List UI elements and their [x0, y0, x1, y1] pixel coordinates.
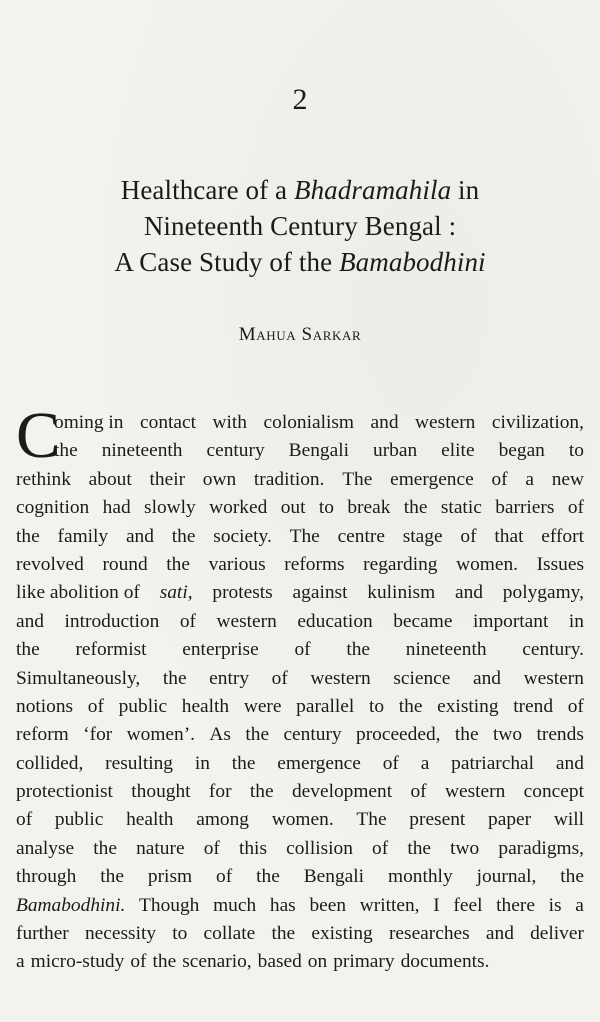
word: of — [567, 695, 584, 717]
word: documents. — [400, 951, 490, 973]
word: barriers — [495, 497, 555, 519]
word: feel — [453, 894, 483, 916]
word: The — [289, 525, 320, 547]
word: to — [368, 695, 385, 717]
word: of — [294, 639, 311, 661]
word: for — [208, 781, 232, 803]
word: ‘for — [83, 724, 113, 746]
word: there — [496, 894, 535, 916]
word: cognition — [16, 497, 90, 519]
word: existing — [437, 695, 499, 717]
word: in — [194, 752, 210, 774]
word: of — [216, 866, 233, 888]
text-line — [16, 409, 584, 437]
word: Bengali — [288, 440, 349, 462]
word: monthly — [388, 866, 453, 888]
word: reformist — [75, 639, 147, 661]
word: The — [342, 468, 373, 490]
word: enterprise — [182, 639, 259, 661]
word: important — [472, 610, 549, 632]
body-paragraph — [16, 409, 584, 977]
word: urban — [373, 440, 418, 462]
word: and — [125, 525, 154, 547]
word: the — [454, 724, 479, 746]
text-line — [16, 494, 584, 522]
word: the — [407, 837, 432, 859]
word: protectionist — [16, 781, 113, 803]
title-line-1 — [20, 172, 580, 208]
word: paper — [488, 809, 532, 831]
word: revolved — [16, 553, 84, 575]
word: a — [525, 468, 534, 490]
word: static — [440, 497, 482, 519]
text-line — [16, 778, 584, 806]
word: further — [16, 923, 69, 945]
word: out — [280, 497, 306, 519]
word: trend — [513, 695, 554, 717]
word: the — [231, 752, 256, 774]
text-line — [16, 665, 584, 693]
word: collision — [286, 837, 353, 859]
word: and — [16, 610, 44, 632]
word: the — [171, 525, 196, 547]
word: of — [410, 781, 427, 803]
word: existing — [311, 923, 373, 945]
word: prism — [147, 866, 193, 888]
text-line — [16, 579, 584, 607]
word: deliver — [530, 923, 584, 945]
text-line — [16, 948, 584, 976]
word: kulinism — [367, 582, 436, 604]
word: concept — [523, 781, 584, 803]
chapter-title — [20, 172, 580, 280]
title-line-3 — [20, 244, 580, 280]
title-line-2: Nineteenth Century Bengal : — [143, 211, 457, 241]
word: much — [213, 894, 257, 916]
text-line — [16, 920, 584, 948]
word: parallel — [296, 695, 355, 717]
word: oming in — [54, 412, 124, 433]
word: and — [472, 667, 501, 689]
word: reform — [16, 724, 69, 746]
word: became — [393, 610, 453, 632]
word: effort — [541, 525, 584, 547]
title-text: Healthcare of a — [120, 175, 288, 205]
word: science — [393, 667, 451, 689]
word: public — [118, 695, 168, 717]
word: emergence — [390, 468, 474, 490]
word: the — [403, 497, 428, 519]
word: rethink — [16, 468, 71, 490]
word: break — [347, 497, 391, 519]
word: Bamabodhini. — [16, 894, 126, 916]
title-italic-term: Bamabodhini — [339, 247, 486, 277]
word: necessity — [84, 923, 157, 945]
word: of — [382, 752, 399, 774]
word: polygamy, — [502, 582, 584, 604]
word: western — [310, 667, 371, 689]
word: sati, — [159, 582, 193, 604]
word: introduction — [64, 610, 160, 632]
word: primary — [333, 951, 395, 973]
word: the — [398, 695, 423, 717]
title-text: A Case Study of the — [114, 247, 333, 277]
text-line — [16, 523, 584, 551]
word: reforms — [284, 553, 345, 575]
word: two — [450, 837, 480, 859]
word: new — [551, 468, 584, 490]
title-italic-term: Bhadramahila — [293, 175, 452, 205]
word: the — [16, 639, 40, 661]
word: the — [245, 724, 270, 746]
word: based — [257, 951, 302, 973]
word: researches — [388, 923, 470, 945]
word: elite — [441, 440, 475, 462]
word: women. — [271, 809, 334, 831]
word: two — [493, 724, 523, 746]
word: present — [409, 809, 466, 831]
word: western — [415, 412, 476, 433]
word: of — [271, 667, 288, 689]
word: written, — [359, 894, 420, 916]
word: the — [152, 951, 177, 973]
word: about — [88, 468, 132, 490]
word: nineteenth — [405, 639, 487, 661]
title-text: in — [458, 175, 480, 205]
word: Issues — [536, 553, 584, 575]
word: I — [433, 894, 440, 916]
word: the — [16, 525, 40, 547]
word: Bengali — [303, 866, 365, 888]
word: stage — [402, 525, 443, 547]
word: were — [243, 695, 282, 717]
word: and — [555, 752, 584, 774]
word: nineteenth — [101, 440, 183, 462]
word: As — [209, 724, 231, 746]
word: development — [291, 781, 393, 803]
word: nature — [136, 837, 185, 859]
word: is — [548, 894, 562, 916]
word: the — [93, 837, 117, 859]
text-line — [16, 835, 584, 863]
word: in — [568, 610, 584, 632]
word: western — [445, 781, 506, 803]
word: western — [216, 610, 277, 632]
word: entry — [209, 667, 250, 689]
word: and — [370, 412, 399, 433]
word: of — [203, 837, 220, 859]
word: thought — [131, 781, 191, 803]
word: a — [16, 951, 25, 973]
word: women’. — [126, 724, 196, 746]
word: collided, — [16, 752, 84, 774]
word: proceeded, — [356, 724, 441, 746]
word: contact — [140, 412, 197, 433]
word: tradition. — [253, 468, 325, 490]
word: collate — [203, 923, 256, 945]
word: resulting — [105, 752, 173, 774]
word: round — [102, 553, 148, 575]
word: centre — [337, 525, 385, 547]
word: of — [16, 809, 33, 831]
word: the — [54, 440, 78, 462]
word: like abolition of — [16, 582, 140, 604]
word: with — [212, 412, 248, 433]
text-line — [16, 636, 584, 664]
text-line — [16, 721, 584, 749]
word: paradigms, — [498, 837, 584, 859]
text-line — [16, 863, 584, 891]
word: to — [318, 497, 334, 519]
word: of — [567, 497, 584, 519]
word: and — [485, 923, 514, 945]
word: of — [491, 468, 508, 490]
word: a — [420, 752, 430, 774]
word: own — [202, 468, 237, 490]
word: the — [249, 781, 274, 803]
word: the — [100, 866, 124, 888]
word: Simultaneously, — [16, 667, 141, 689]
word: the — [256, 866, 280, 888]
word: various — [208, 553, 266, 575]
word: through — [16, 866, 77, 888]
word: a — [575, 894, 584, 916]
word: the — [271, 923, 296, 945]
text-line — [16, 693, 584, 721]
word: the — [166, 553, 190, 575]
text-line — [16, 551, 584, 579]
word: of — [372, 837, 389, 859]
word: has — [269, 894, 296, 916]
text-line — [16, 608, 584, 636]
word: health — [126, 809, 174, 831]
chapter-number: 2 — [292, 83, 308, 116]
word: notions — [16, 695, 74, 717]
word: the — [346, 639, 371, 661]
word: worked — [209, 497, 268, 519]
text-line — [16, 750, 584, 778]
word: western — [523, 667, 584, 689]
word: slowly — [144, 497, 196, 519]
word: against — [292, 582, 348, 604]
word: protests — [212, 582, 273, 604]
word: among — [196, 809, 249, 831]
word: of — [87, 695, 104, 717]
text-line — [16, 466, 584, 494]
word: to — [172, 923, 188, 945]
word: society. — [213, 525, 272, 547]
word: patriarchal — [451, 752, 535, 774]
word: colonialism — [263, 412, 355, 433]
word: and — [454, 582, 483, 604]
word: of — [460, 525, 477, 547]
word: family — [57, 525, 109, 547]
word: been — [309, 894, 347, 916]
word: their — [149, 468, 186, 490]
word: trends — [536, 724, 584, 746]
word: century — [206, 440, 265, 462]
word: The — [356, 809, 387, 831]
word: education — [297, 610, 373, 632]
word: journal, — [476, 866, 537, 888]
word: civilization, — [491, 412, 584, 433]
word: Though — [139, 894, 200, 916]
word: health — [181, 695, 230, 717]
word: began — [498, 440, 545, 462]
word: analyse — [16, 837, 75, 859]
word: had — [102, 497, 131, 519]
word: public — [54, 809, 104, 831]
word: will — [553, 809, 584, 831]
word: to — [568, 440, 584, 462]
drop-cap: C — [16, 399, 61, 472]
word: emergence — [277, 752, 361, 774]
text-line — [16, 806, 584, 834]
word: scenario, — [182, 951, 252, 973]
text-line — [16, 892, 584, 920]
word: on — [307, 951, 328, 973]
word: the — [162, 667, 187, 689]
word: that — [494, 525, 524, 547]
text-line — [16, 437, 584, 465]
word: women. — [456, 553, 518, 575]
word: regarding — [363, 553, 438, 575]
word: of — [179, 610, 196, 632]
author-name: Mahua Sarkar — [238, 324, 362, 345]
word: the — [560, 866, 584, 888]
word: this — [238, 837, 267, 859]
word: micro-study — [30, 951, 125, 973]
word: century — [283, 724, 342, 746]
word: of — [130, 951, 147, 973]
word: century. — [522, 639, 584, 661]
